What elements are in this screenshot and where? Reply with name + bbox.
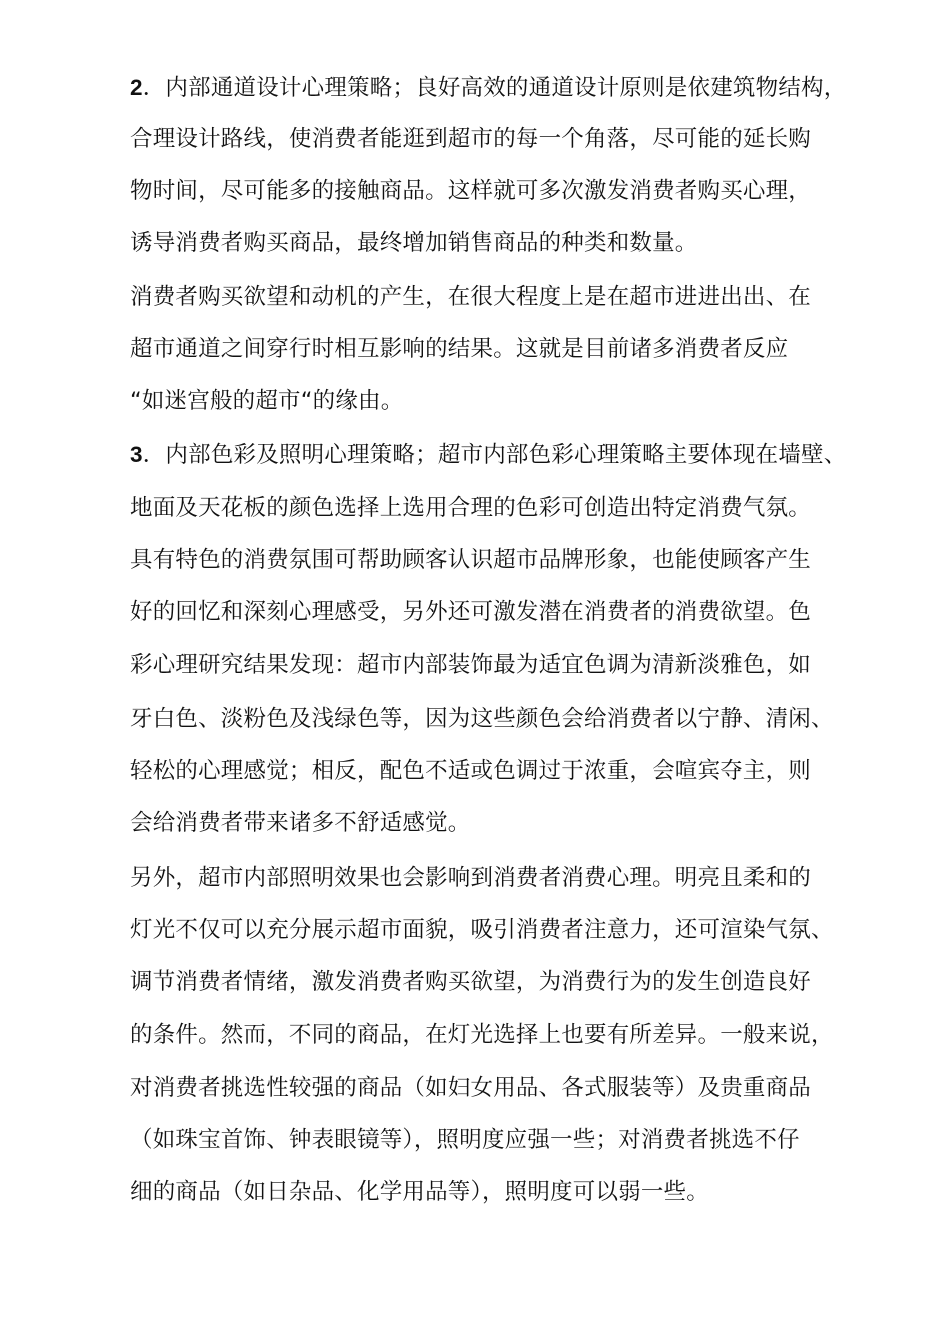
text-line: 超市通道之间穿行时相互影响的结果。这就是目前诸多消费者反应 (130, 336, 789, 362)
text-line: （如珠宝首饰、钟表眼镜等），照明度应强一些；对消费者挑选不仔 (130, 1127, 800, 1153)
text-line: 地面及天花板的颜色选择上选用合理的色彩可创造出特定消费气氛。 (130, 495, 812, 521)
section-number: 2 (130, 75, 143, 100)
text-line: 3．内部色彩及照明心理策略；超市内部色彩心理策略主要体现在墙壁、 (130, 442, 847, 468)
text-line: 消费者购买欲望和动机的产生，在很大程度上是在超市进进出出、在 (130, 284, 812, 310)
text-line: 调节消费者情绪，激发消费者购买欲望，为消费行为的发生创造良好 (130, 969, 812, 995)
text-line: 轻松的心理感觉；相反，配色不适或色调过于浓重，会喧宾夺主，则 (130, 758, 812, 784)
text-line: 另外，超市内部照明效果也会影响到消费者消费心理。明亮且柔和的 (130, 865, 812, 891)
text-line: 牙白色、淡粉色及浅绿色等，因为这些颜色会给消费者以宁静、清闲、 (130, 706, 834, 732)
text-line: 具有特色的消费氛围可帮助顾客认识超市品牌形象，也能使顾客产生 (130, 547, 812, 573)
text-line: 物时间，尽可能多的接触商品。这样就可多次激发消费者购买心理， (130, 178, 812, 204)
text-line: “如迷宫般的超市“的缘由。 (130, 388, 404, 414)
text-line: 会给消费者带来诸多不舒适感觉。 (130, 810, 471, 836)
text-line: 诱导消费者购买商品，最终增加销售商品的种类和数量。 (130, 230, 698, 256)
text-line: 对消费者挑选性较强的商品（如妇女用品、各式服装等）及贵重商品 (130, 1075, 812, 1101)
text-line: 合理设计路线，使消费者能逛到超市的每一个角落，尽可能的延长购 (130, 126, 812, 152)
text-line: 灯光不仅可以充分展示超市面貌，吸引消费者注意力，还可渲染气氛、 (130, 917, 834, 943)
section-number: 3 (130, 442, 143, 467)
text-line: 好的回忆和深刻心理感受，另外还可激发潜在消费者的消费欲望。色 (130, 599, 812, 625)
text-line: 彩心理研究结果发现：超市内部装饰最为适宜色调为清新淡雅色，如 (130, 652, 812, 678)
text-line: 2．内部通道设计心理策略；良好高效的通道设计原则是依建筑物结构， (130, 75, 847, 101)
text-line: 细的商品（如日杂品、化学用品等），照明度可以弱一些。 (130, 1179, 709, 1205)
text-line: 的条件。然而，不同的商品，在灯光选择上也要有所差异。一般来说， (130, 1022, 834, 1048)
